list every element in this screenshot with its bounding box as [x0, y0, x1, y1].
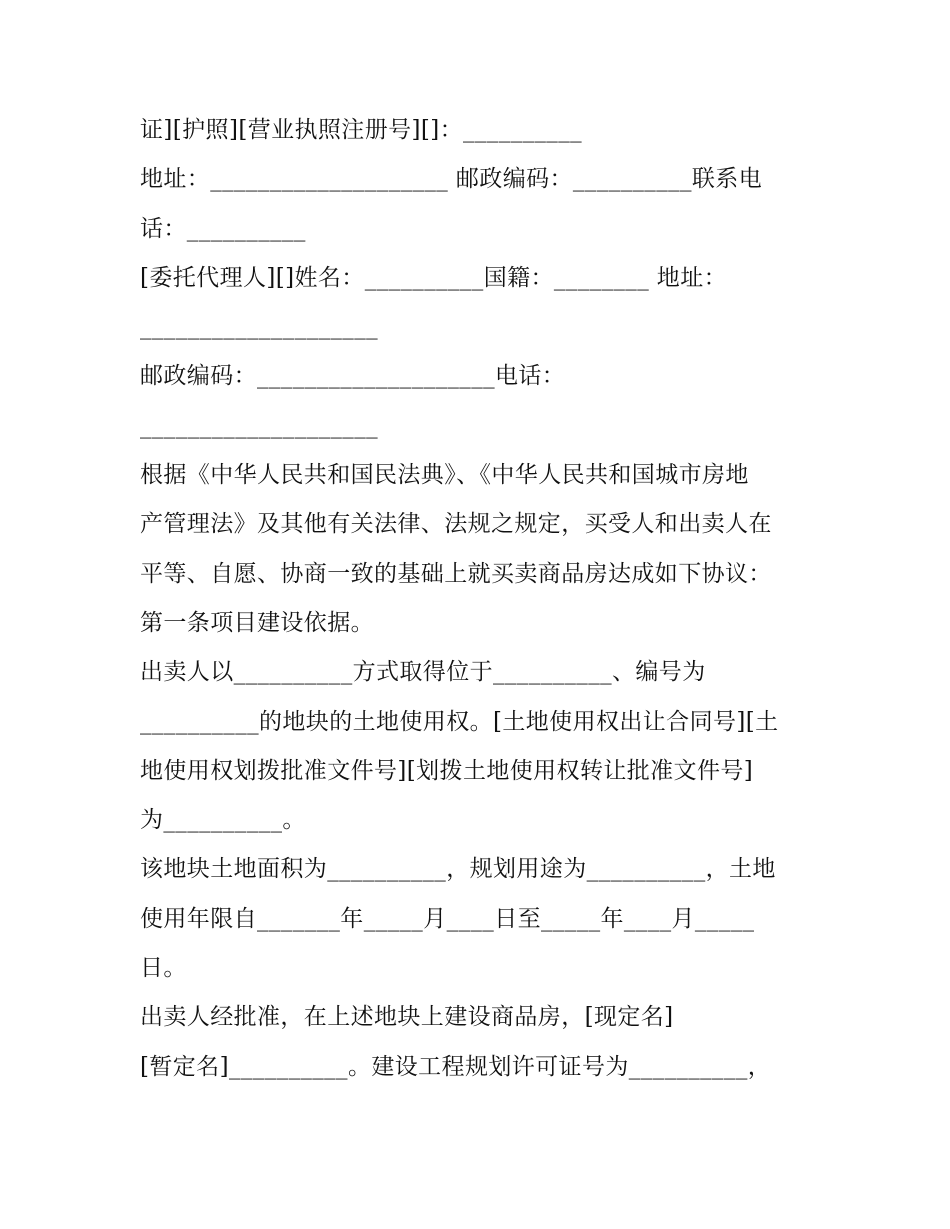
text-line-planning-permit: [暂定名]__________。建设工程规划许可证号为__________，	[140, 1053, 772, 1080]
text-line-agent-postcode-phone: 邮政编码：____________________电话：	[140, 363, 566, 390]
text-line-doc-number: 为__________。	[140, 807, 306, 834]
text-line-land-term: 使用年限自_______年_____月____日至_____年____月_____	[140, 905, 755, 932]
text-line-approval-docs: 地使用权划拨批准文件号][划拨土地使用权转让批准文件号]	[140, 757, 754, 784]
text-line-preamble-1: 根据《中华人民共和国民法典》、《中华人民共和国城市房地	[140, 462, 749, 489]
text-line-address-postcode: 地址：____________________ 邮政编码：__________联系电	[140, 166, 763, 193]
text-line-land-acquisition: 出卖人以__________方式取得位于__________、编号为	[140, 659, 706, 686]
text-line-building-approval: 出卖人经批准，在上述地块上建设商品房，[现定名]	[140, 1004, 674, 1031]
section-heading-article-1: 第一条项目建设依据。	[140, 609, 374, 636]
text-line-agent-name: [委托代理人][]姓名：__________国籍：________ 地址：	[140, 264, 728, 291]
text-line-phone: 话：__________	[140, 215, 306, 242]
document-body	[140, 106, 820, 1092]
text-line-land-use-right: __________的地块的土地使用权。[土地使用权出让合同号][土	[140, 708, 779, 735]
text-line-agent-address-blank: ____________________	[140, 314, 378, 341]
text-line-agent-phone-blank: ____________________	[140, 412, 378, 439]
text-line-preamble-2: 产管理法》及其他有关法律、法规之规定，买受人和出卖人在	[140, 511, 772, 538]
text-line-id-number: 证][护照][营业执照注册号][]：__________	[140, 117, 583, 143]
text-line-preamble-3: 平等、自愿、协商一致的基础上就买卖商品房达成如下协议：	[140, 560, 772, 587]
text-line-land-area: 该地块土地面积为__________，规划用途为__________，土地	[140, 856, 776, 883]
text-line-land-term-end: 日。	[140, 955, 187, 982]
